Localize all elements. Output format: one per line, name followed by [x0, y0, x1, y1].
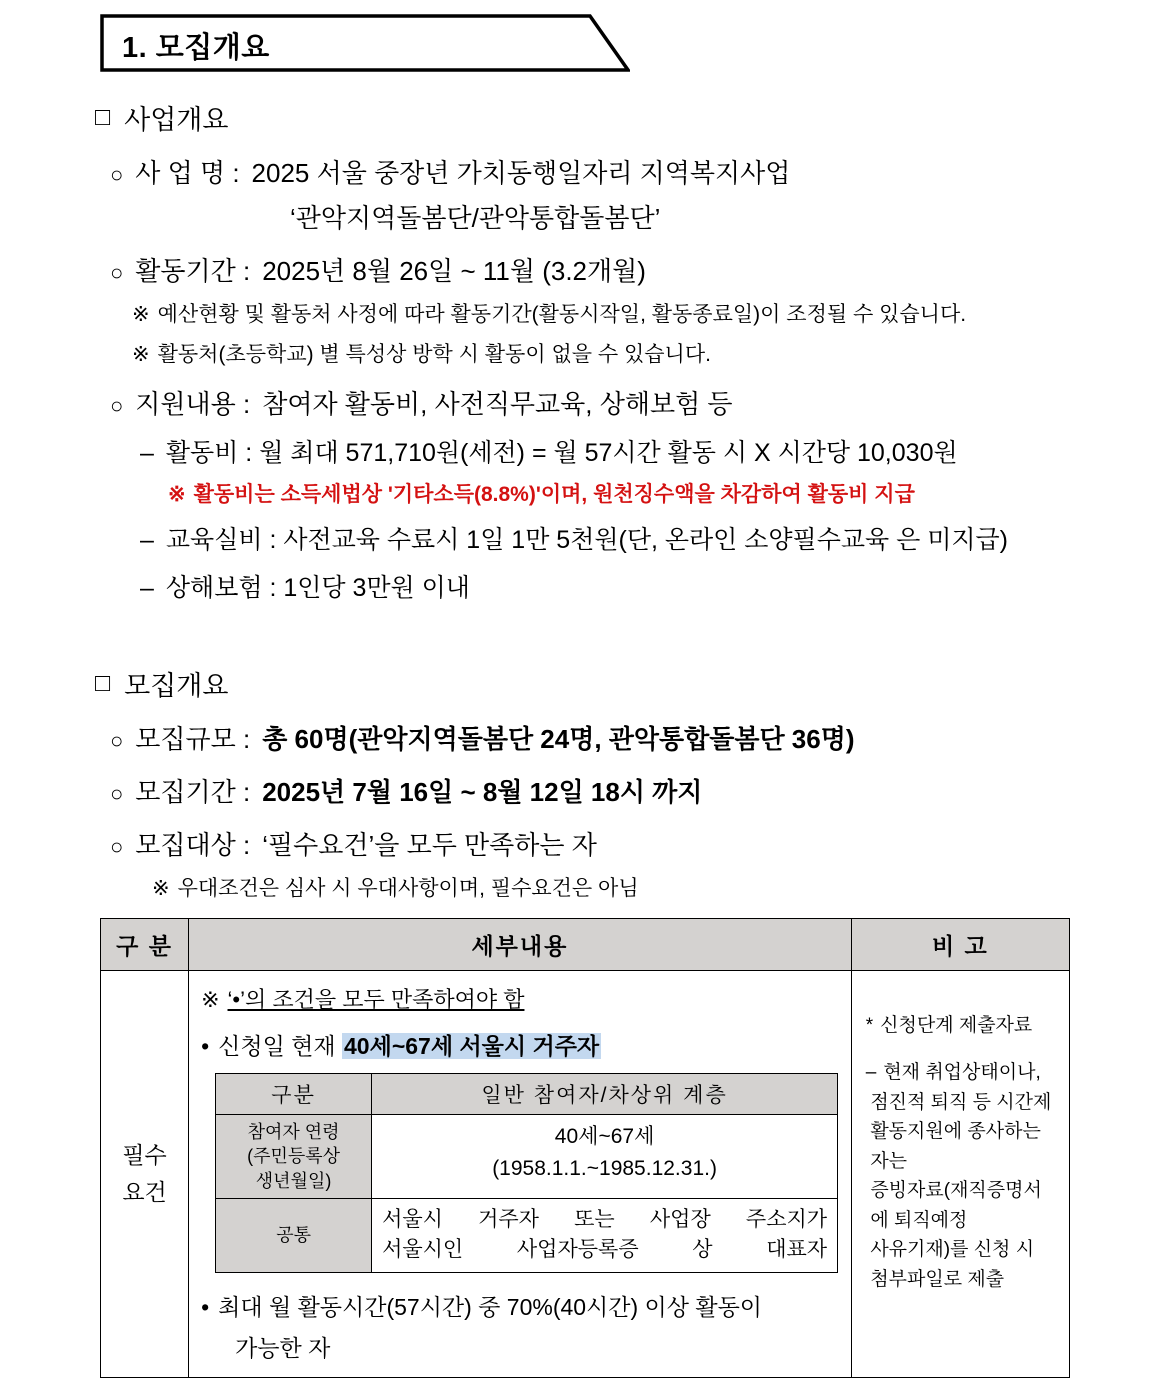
square-marker-icon: □: [95, 669, 111, 697]
bigo-line-text: 점진적 퇴직 등 시간제: [870, 1091, 1052, 1113]
label-line: 참여자 연령: [247, 1122, 340, 1142]
note-text: ‘•’의 조건을 모두 만족하여야 함: [227, 987, 525, 1012]
section-banner: [100, 14, 630, 72]
bigo-line-text: 첨부파일로 제출: [870, 1268, 1005, 1290]
bigo-line-text: 활동지원에 종사하는: [870, 1121, 1041, 1143]
activity-fee-tax-note: [168, 478, 1170, 508]
activity-period-value: 2025년 8월 26일 ~ 11월 (3.2개월): [262, 256, 646, 286]
spacer: [0, 604, 1170, 638]
requirement-bullet-age-residence: [201, 1028, 839, 1061]
bullet-text: 최대 월 활동시간(57시간) 중 70%(40시간) 이상 활동이: [218, 1293, 763, 1320]
table-header-row: [101, 919, 1070, 971]
support-line-text: 활동비 : 월 최대 571,710원(세전) = 월 57시간 활동 시 X 시간당 10,030원: [165, 439, 958, 467]
age-criteria-table: [215, 1073, 838, 1273]
recruit-period-value: 2025년 7월 16일 ~ 8월 12일 18시 까지: [262, 777, 703, 807]
bigo-star-text: 신청단계 제출자료: [880, 1015, 1033, 1036]
bigo-dash-text: [870, 1058, 1052, 1294]
bigo-line-text: 사유기재)를 신청 시: [870, 1239, 1035, 1261]
recruit-target-note: [152, 872, 1170, 902]
support-line-text: 상해보험 : 1인당 3만원 이내: [165, 574, 470, 602]
activity-period-row: [110, 251, 1170, 288]
dash-marker-icon: –: [140, 439, 154, 467]
dash-marker-icon: –: [140, 526, 154, 554]
circle-marker-icon: ○: [110, 393, 124, 418]
business-name-value: 2025 서울 중장년 가치동행일자리 지역복지사업: [251, 158, 791, 188]
recruit-period-row: [110, 772, 1170, 809]
note-text: 활동처(초등학교) 별 특성상 방학 시 활동이 없을 수 있습니다.: [157, 343, 711, 366]
bigo-line-text: 현재 취업상태이나,: [883, 1062, 1041, 1084]
square-marker-icon: □: [95, 103, 111, 131]
support-line-text: 교육실비 : 사전교육 수료시 1일 1만 5천원(단, 온라인 소양필수교육 은 미지급): [165, 526, 1008, 554]
label-line: 생년월일): [255, 1170, 332, 1191]
business-name-label: 사 업 명 :: [135, 158, 240, 188]
activity-period-note-2: [132, 338, 1170, 368]
requirement-bullet-activity-hours-line2: 가능한 자: [235, 1334, 331, 1361]
document-page: [0, 14, 1170, 1385]
activity-period-note-1: [132, 298, 1170, 328]
inner-cell-value-age: [372, 1115, 838, 1199]
note-text: 우대조건은 심사 시 우대사항이며, 필수요건은 아님: [177, 877, 639, 900]
business-name-sub: ‘관악지역돌봄단/관악통합돌봄단’: [290, 203, 661, 233]
value-line: (1958.1.1.~1985.12.31.): [492, 1156, 717, 1180]
circle-marker-icon: ○: [110, 728, 124, 753]
cell-gubun-required: [101, 971, 189, 1378]
header-gubun: 구 분: [101, 919, 189, 971]
bigo-line-text: 자는: [870, 1150, 908, 1172]
circle-marker-icon: ○: [110, 781, 124, 806]
bullet-text-wrap: [218, 1028, 601, 1061]
note-marker-icon: ※: [132, 303, 150, 326]
cell-bigo-notes: [851, 971, 1069, 1378]
note-text: 활동비는 소득세법상 '기타소득(8.8%)'이며, 원천징수액을 차감하여 활동비 지급: [193, 483, 915, 506]
support-line-insurance: [140, 568, 1170, 604]
bigo-line-text: 증빙자료(재직증명서: [870, 1180, 1042, 1202]
support-value: 참여자 활동비, 사전직무교육, 상해보험 등: [262, 389, 733, 419]
gubun-line-1: 필수: [122, 1142, 167, 1169]
label-line: 공통: [276, 1225, 311, 1246]
recruit-period-label: 모집기간 :: [135, 777, 251, 807]
recruit-size-label: 모집규모 :: [135, 724, 251, 754]
circle-marker-icon: ○: [110, 162, 124, 187]
circle-marker-icon: ○: [110, 260, 124, 285]
recruit-target-label: 모집대상 :: [135, 830, 251, 860]
note-marker-icon: ※: [132, 343, 150, 366]
inner-cell-label-common: [216, 1198, 372, 1272]
gubun-line-2: 요건: [122, 1178, 167, 1205]
note-text: 예산현황 및 활동처 사정에 따라 활동기간(활동시작일, 활동종료일)이 조정될 수 있습니다.: [157, 303, 967, 326]
cell-detail-required: [189, 971, 852, 1378]
requirement-bullet-activity-hours: [201, 1289, 839, 1322]
header-bigo: 비 고: [851, 919, 1069, 971]
note-marker-icon: ※: [168, 483, 186, 506]
inner-cell-value-common: [372, 1198, 838, 1272]
inner-table-row-common: [216, 1198, 838, 1272]
star-marker-icon: *: [865, 1015, 874, 1036]
value-line: 40세~67세: [554, 1125, 655, 1148]
circle-marker-icon: ○: [110, 834, 124, 859]
bigo-dash-block: [866, 1058, 1059, 1294]
bullet-highlight: 40세~67세 서울시 거주자: [344, 1033, 600, 1059]
recruit-target-value: ‘필수요건’을 모두 만족하는 자: [262, 830, 597, 860]
recruit-size-row: [110, 719, 1170, 756]
support-line-education-fee: [140, 520, 1170, 556]
recruit-target-row: [110, 825, 1170, 862]
value-line: 서울시인 사업자등록증 상 대표자: [382, 1238, 828, 1262]
bullet-marker-icon: •: [201, 1293, 210, 1320]
table-row: [101, 971, 1070, 1378]
value-line: 서울시 거주자 또는 사업장 주소지가: [382, 1207, 828, 1231]
bullet-marker-icon: •: [201, 1033, 210, 1059]
inner-table-row-age: [216, 1115, 838, 1199]
business-overview-heading: 사업개요: [124, 105, 229, 135]
note-marker-icon: ※: [152, 877, 170, 900]
inner-header-target: 일반 참여자/차상위 계층: [372, 1074, 838, 1115]
detail-condition-note: [201, 983, 839, 1014]
dash-marker-icon: –: [865, 1062, 877, 1084]
bigo-line-text: 에 퇴직예정: [870, 1209, 968, 1231]
inner-cell-label-age: [216, 1115, 372, 1199]
dash-marker-icon: –: [140, 574, 154, 602]
label-line: (주민등록상: [247, 1146, 341, 1167]
support-label: 지원내용 :: [135, 389, 251, 419]
note-marker-icon: ※: [201, 987, 220, 1012]
subsection-business-overview: [95, 98, 1170, 137]
requirement-table: [100, 918, 1070, 1378]
business-name-row: [110, 153, 1170, 190]
recruit-overview-heading: 모집개요: [124, 671, 229, 701]
support-line-activity-fee: [140, 433, 1170, 469]
recruit-size-value: 총 60명(관악지역돌봄단 24명, 관악통합돌봄단 36명): [262, 724, 855, 754]
activity-period-label: 활동기간 :: [135, 256, 251, 286]
section-title: 1. 모집개요: [122, 32, 270, 64]
subsection-recruit-overview: [95, 664, 1170, 703]
inner-header-row: [216, 1074, 838, 1115]
inner-header-gubun: 구분: [216, 1074, 372, 1115]
bigo-star-line: [866, 1011, 1059, 1040]
bullet-prefix: 신청일 현재: [218, 1033, 343, 1059]
support-content-row: [110, 384, 1170, 421]
header-detail: 세부내용: [189, 919, 852, 971]
